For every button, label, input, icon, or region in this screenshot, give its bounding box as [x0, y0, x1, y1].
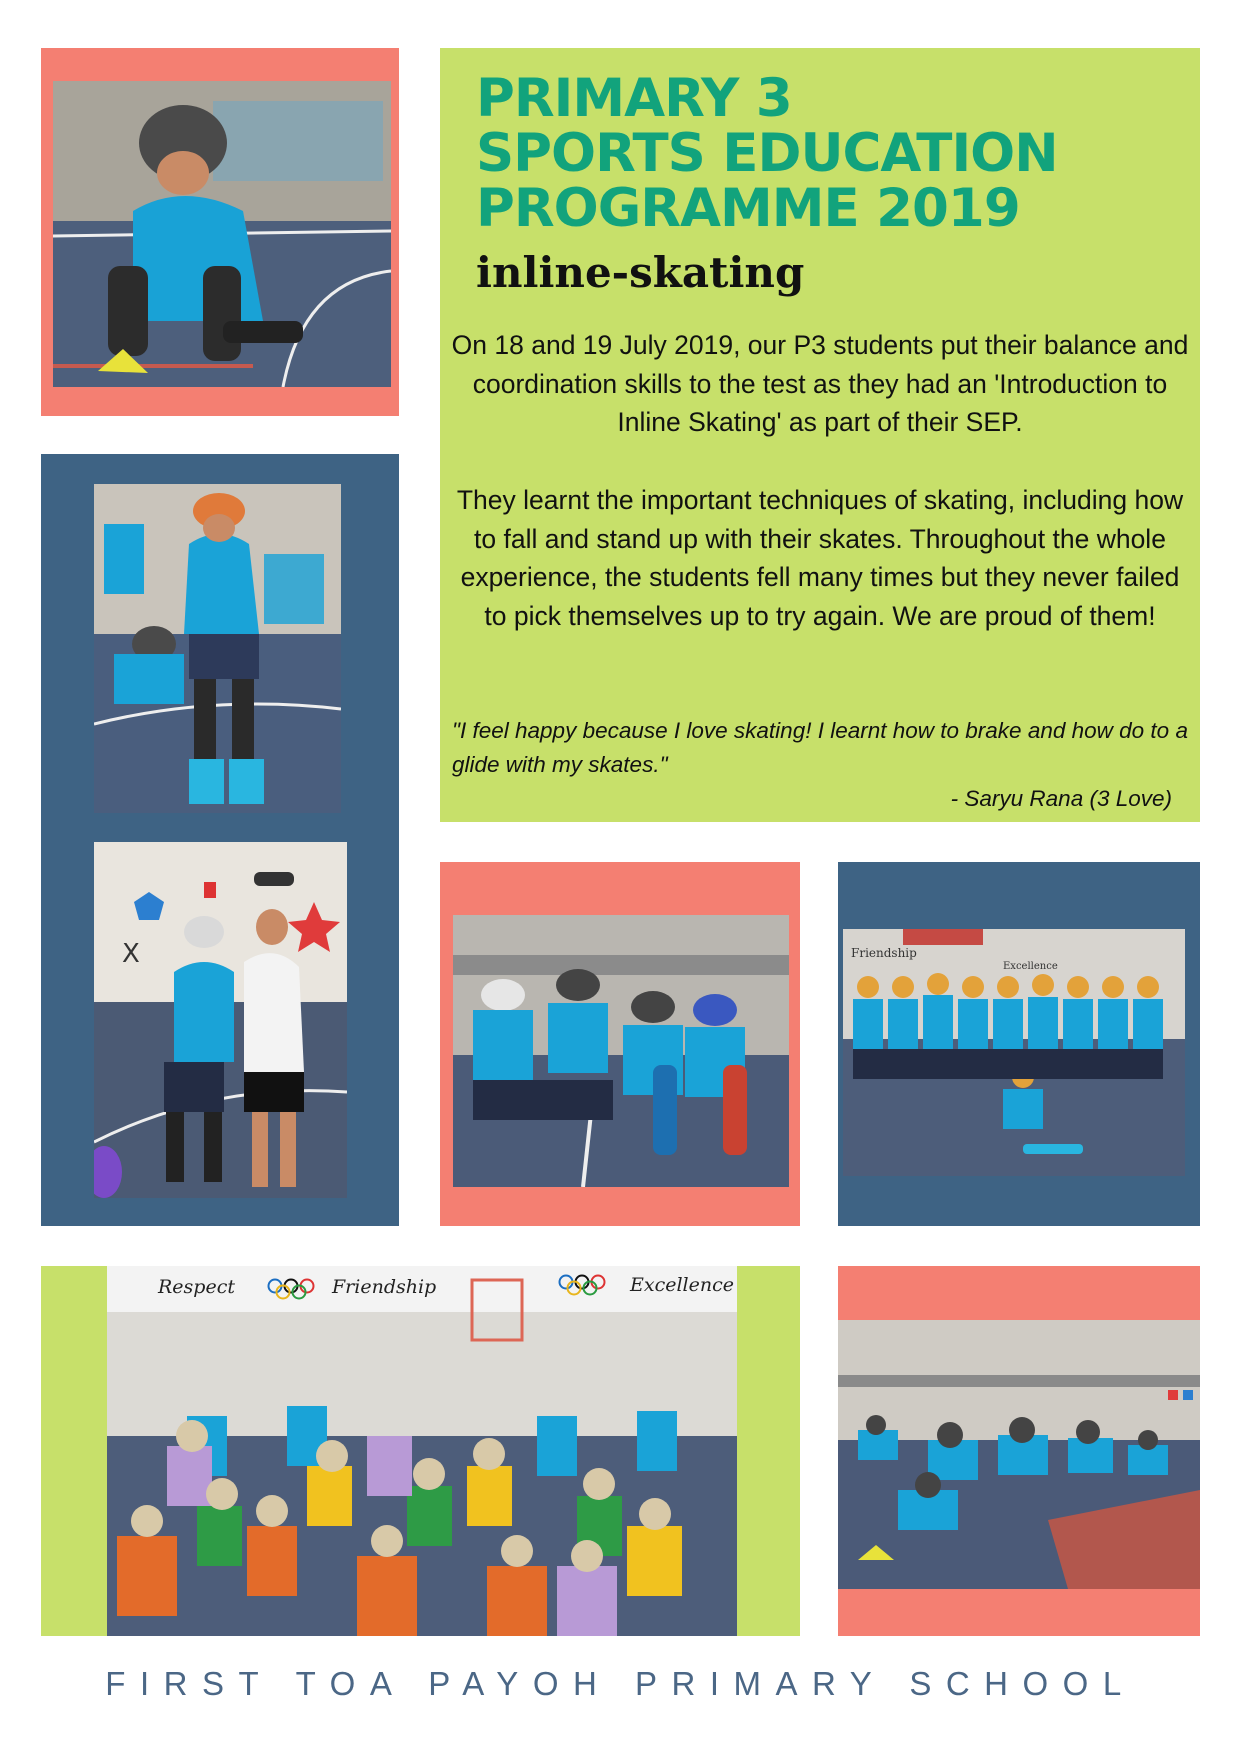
banner-word-respect: Respect — [158, 1276, 235, 1298]
photo-girl-balancing-skates — [94, 484, 341, 813]
title-line-1: PRIMARY 3 — [476, 68, 792, 129]
title-line-3: PROGRAMME 2019 — [476, 178, 1020, 239]
banner-word-friendship: Friendship — [332, 1276, 437, 1298]
photo-four-kids-crouching — [453, 915, 789, 1187]
svg-text:Excellence: Excellence — [1003, 961, 1058, 972]
quote-author: - Saryu Rana (3 Love) — [950, 786, 1172, 811]
photo-whole-level-group — [107, 1266, 737, 1636]
student-quote: "I feel happy because I love skating! I learnt how to brake and how do to a glide with my skates." — [452, 718, 1188, 777]
body-paragraph-1: On 18 and 19 July 2019, our P3 students put their balance and coordination skills to the test as they had an 'Introduction to Inline Skating' as part of their SEP. — [451, 330, 1189, 438]
svg-text:Friendship: Friendship — [851, 946, 917, 960]
photo-kids-on-court — [838, 1320, 1200, 1589]
olympic-rings-icon — [558, 1274, 606, 1296]
subtitle: inline-skating — [476, 248, 805, 297]
school-name-footer: FIRST TOA PAYOH PRIMARY SCHOOL — [105, 1665, 1136, 1702]
olympic-rings-icon — [267, 1278, 315, 1300]
body-paragraph-2: They learnt the important techniques of skating, including how to fall and stand up with their skates. Throughout the whole experience, the students fell many times but they never failed to pick themselves up to try again. We are proud of them! — [456, 485, 1184, 632]
photo-student-kneeling-helmet — [53, 81, 391, 387]
photo-teacher-helping-boy — [94, 842, 347, 1198]
svg-text:X: X — [122, 939, 140, 969]
title-line-2: SPORTS EDUCATION — [476, 123, 1058, 184]
banner-word-excellence: Excellence — [630, 1274, 734, 1296]
photo-group-of-skaters — [843, 929, 1185, 1176]
text-panel — [440, 48, 1200, 822]
